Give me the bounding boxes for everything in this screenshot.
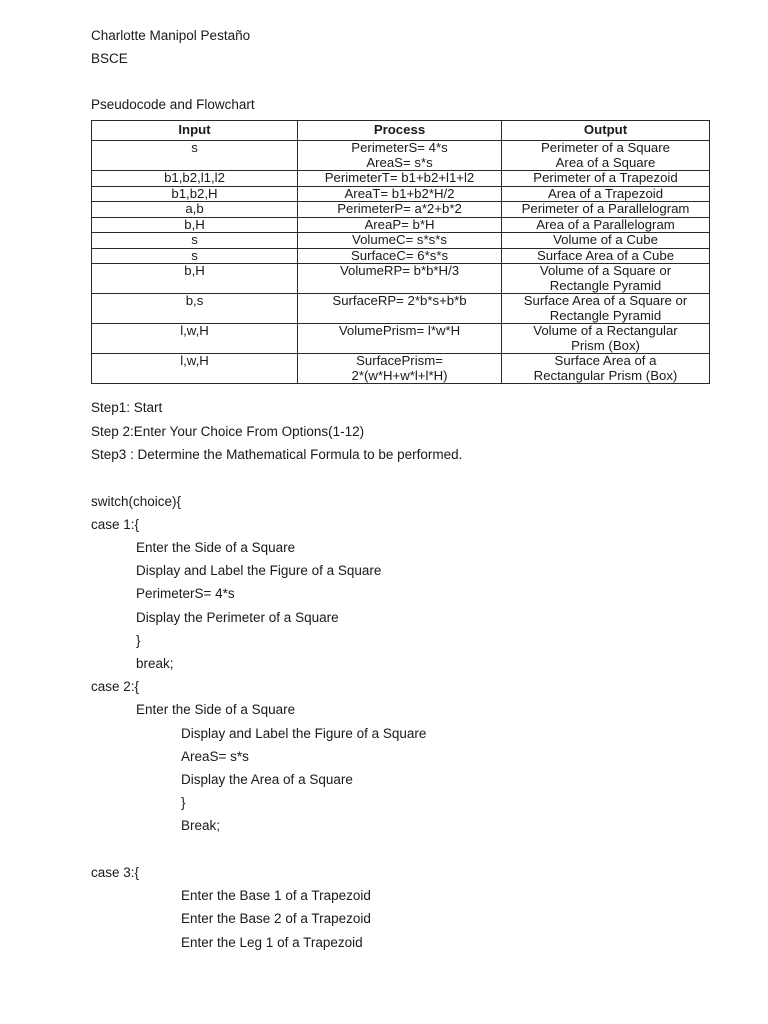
input-cell: b,s [92, 294, 298, 324]
output-text: Surface Area of a Square or [523, 293, 688, 308]
output-cell [502, 294, 710, 324]
output-text: Perimeter of a Trapezoid [533, 170, 678, 185]
process-text: AreaP= b*H [364, 216, 435, 232]
output-cell [502, 248, 710, 264]
table-row [92, 141, 710, 171]
table-row [92, 171, 710, 187]
process-cell [298, 186, 502, 202]
input-cell: b1,b2,H [92, 186, 298, 202]
section-title: Pseudocode and Flowchart [91, 97, 255, 112]
process-text: SurfacePrism= [356, 353, 443, 368]
course-label: BSCE [91, 51, 128, 66]
code-line: Enter the Base 1 of a Trapezoid [181, 888, 371, 903]
process-cell [298, 264, 502, 294]
formula-table [91, 120, 710, 384]
process-text: PerimeterS= 4*s [351, 140, 448, 155]
code-line: Display the Area of a Square [181, 772, 353, 787]
output-text: Surface Area of a Cube [536, 247, 675, 263]
output-text: Area of a Square [555, 154, 656, 170]
process-text: VolumePrism= l*w*H [338, 323, 461, 338]
code-line: PerimeterS= 4*s [136, 586, 235, 601]
input-cell: b,H [92, 264, 298, 294]
column-header-output: Output [502, 121, 710, 141]
process-cell [298, 202, 502, 218]
code-line: Break; [181, 818, 221, 833]
process-text: AreaS= s*s [366, 154, 433, 170]
process-text: 2*(w*H+w*l+l*H) [351, 367, 448, 383]
input-cell: s [92, 233, 298, 249]
output-cell [502, 186, 710, 202]
code-line: Display the Perimeter of a Square [136, 610, 339, 625]
process-cell [298, 354, 502, 384]
output-text: Perimeter of a Square [540, 140, 670, 155]
table-row [92, 202, 710, 218]
code-line: AreaS= s*s [181, 749, 249, 764]
output-text: Surface Area of a [554, 353, 657, 368]
output-cell [502, 324, 710, 354]
output-text: Rectangular Prism (Box) [533, 367, 678, 383]
table-row [92, 354, 710, 384]
table-row [92, 294, 710, 324]
input-cell: s [92, 141, 298, 171]
code-line: Enter the Side of a Square [136, 702, 296, 717]
input-cell: a,b [92, 202, 298, 218]
output-text: Rectangle Pyramid [549, 277, 662, 293]
process-text: SurfaceRP= 2*b*s+b*b [332, 293, 467, 308]
output-cell [502, 354, 710, 384]
output-cell [502, 264, 710, 294]
input-cell: b1,b2,l1,l2 [92, 171, 298, 187]
code-line: Enter the Leg 1 of a Trapezoid [181, 935, 363, 950]
process-cell [298, 248, 502, 264]
step-2: Step 2:Enter Your Choice From Options(1-12) [91, 424, 365, 439]
table-row [92, 324, 710, 354]
code-line: Enter the Base 2 of a Trapezoid [181, 911, 371, 926]
step-3: Step3 : Determine the Mathematical Formula to be performed. [91, 447, 463, 462]
code-line: } [136, 633, 141, 648]
code-line: Display and Label the Figure of a Square [181, 726, 427, 741]
process-text: VolumeRP= b*b*H/3 [339, 263, 460, 278]
step-1: Step1: Start [91, 400, 163, 415]
author-name: Charlotte Manipol Pestaño [91, 28, 251, 43]
process-text: SurfaceC= 6*s*s [350, 247, 449, 263]
table-row [92, 264, 710, 294]
code-case-3: case 3:{ [91, 865, 140, 880]
code-line: Enter the Side of a Square [136, 540, 296, 555]
process-text: VolumeC= s*s*s [352, 232, 447, 247]
output-text: Prism (Box) [571, 337, 640, 353]
process-text: PerimeterP= a*2+b*2 [337, 201, 462, 216]
process-cell [298, 324, 502, 354]
output-text: Area of a Trapezoid [547, 185, 664, 201]
process-cell [298, 217, 502, 233]
code-line: Display and Label the Figure of a Square [136, 563, 382, 578]
output-cell [502, 217, 710, 233]
table-row [92, 186, 710, 202]
output-text: Perimeter of a Parallelogram [521, 201, 690, 216]
process-cell [298, 233, 502, 249]
code-case-2: case 2:{ [91, 679, 140, 694]
output-text: Volume of a Rectangular [533, 323, 678, 338]
output-text: Volume of a Cube [553, 232, 658, 247]
process-cell [298, 294, 502, 324]
process-cell [298, 171, 502, 187]
output-text: Volume of a Square or [539, 263, 672, 278]
input-cell: l,w,H [92, 354, 298, 384]
code-line: } [181, 795, 186, 810]
output-text: Rectangle Pyramid [549, 307, 662, 323]
table-row [92, 248, 710, 264]
column-header-input: Input [92, 121, 298, 141]
table-header-row [92, 121, 710, 141]
input-cell: l,w,H [92, 324, 298, 354]
code-case-1: case 1:{ [91, 517, 140, 532]
process-text: PerimeterT= b1+b2+l1+l2 [324, 170, 475, 185]
input-cell: b,H [92, 217, 298, 233]
output-cell [502, 233, 710, 249]
code-switch: switch(choice){ [91, 494, 182, 509]
code-line: break; [136, 656, 174, 671]
output-cell [502, 141, 710, 171]
column-header-process: Process [298, 121, 502, 141]
process-cell [298, 141, 502, 171]
output-text: Area of a Parallelogram [536, 216, 675, 232]
table-row [92, 233, 710, 249]
output-cell [502, 171, 710, 187]
output-cell [502, 202, 710, 218]
input-cell: s [92, 248, 298, 264]
table-row [92, 217, 710, 233]
process-text: AreaT= b1+b2*H/2 [344, 185, 455, 201]
